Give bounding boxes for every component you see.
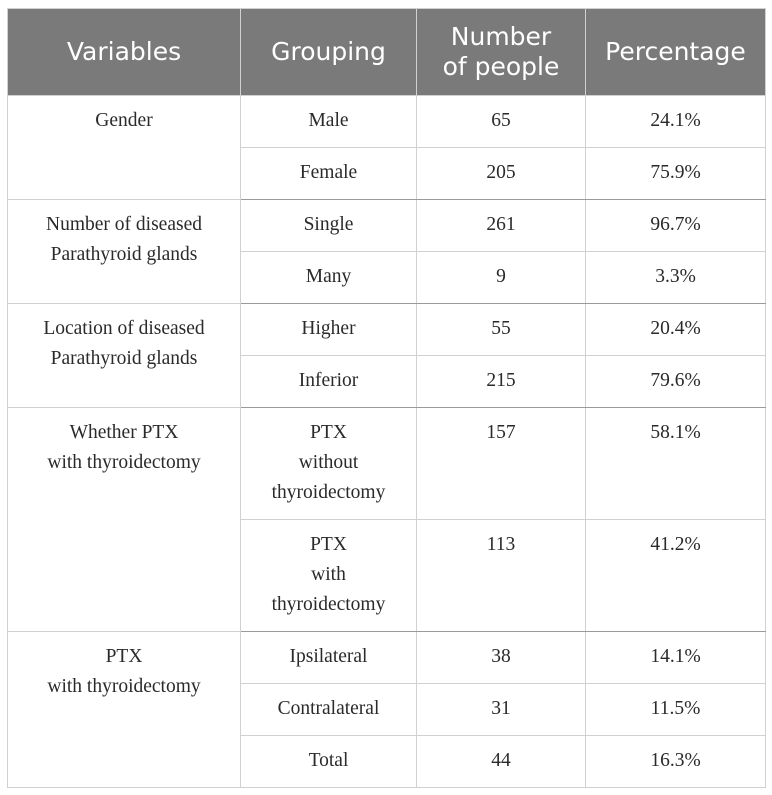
table-body xyxy=(8,96,766,788)
number-cell: 65 xyxy=(417,96,586,148)
table-row xyxy=(8,632,766,684)
header-grouping: Grouping xyxy=(241,9,417,96)
table-row xyxy=(8,200,766,252)
grouping-cell: PTX with thyroidectomy xyxy=(241,520,417,632)
grouping-cell: Contralateral xyxy=(241,684,417,736)
grouping-cell: Many xyxy=(241,252,417,304)
table-row xyxy=(8,304,766,356)
percentage-cell: 11.5% xyxy=(586,684,766,736)
percentage-cell: 75.9% xyxy=(586,148,766,200)
grouping-cell: Higher xyxy=(241,304,417,356)
number-cell: 215 xyxy=(417,356,586,408)
number-cell: 31 xyxy=(417,684,586,736)
grouping-cell: Inferior xyxy=(241,356,417,408)
grouping-cell: Total xyxy=(241,736,417,788)
percentage-cell: 16.3% xyxy=(586,736,766,788)
grouping-cell: Ipsilateral xyxy=(241,632,417,684)
table-row xyxy=(8,96,766,148)
data-table xyxy=(7,8,766,788)
number-cell: 205 xyxy=(417,148,586,200)
variable-cell: Whether PTX with thyroidectomy xyxy=(8,408,241,632)
percentage-cell: 79.6% xyxy=(586,356,766,408)
grouping-cell: PTX without thyroidectomy xyxy=(241,408,417,520)
number-cell: 38 xyxy=(417,632,586,684)
percentage-cell: 14.1% xyxy=(586,632,766,684)
percentage-cell: 58.1% xyxy=(586,408,766,520)
number-cell: 9 xyxy=(417,252,586,304)
header-variables: Variables xyxy=(8,9,241,96)
grouping-cell: Male xyxy=(241,96,417,148)
percentage-cell: 96.7% xyxy=(586,200,766,252)
number-cell: 44 xyxy=(417,736,586,788)
grouping-cell: Female xyxy=(241,148,417,200)
percentage-cell: 20.4% xyxy=(586,304,766,356)
grouping-cell: Single xyxy=(241,200,417,252)
table-row xyxy=(8,408,766,520)
header-percentage: Percentage xyxy=(586,9,766,96)
variable-cell: Number of diseased Parathyroid glands xyxy=(8,200,241,304)
percentage-cell: 3.3% xyxy=(586,252,766,304)
percentage-cell: 24.1% xyxy=(586,96,766,148)
number-cell: 157 xyxy=(417,408,586,520)
number-cell: 113 xyxy=(417,520,586,632)
number-cell: 261 xyxy=(417,200,586,252)
variable-cell: Location of diseased Parathyroid glands xyxy=(8,304,241,408)
variable-cell: Gender xyxy=(8,96,241,200)
header-number-of-people: Number of people xyxy=(417,9,586,96)
table-header xyxy=(8,9,766,96)
variable-cell: PTX with thyroidectomy xyxy=(8,632,241,788)
percentage-cell: 41.2% xyxy=(586,520,766,632)
number-cell: 55 xyxy=(417,304,586,356)
